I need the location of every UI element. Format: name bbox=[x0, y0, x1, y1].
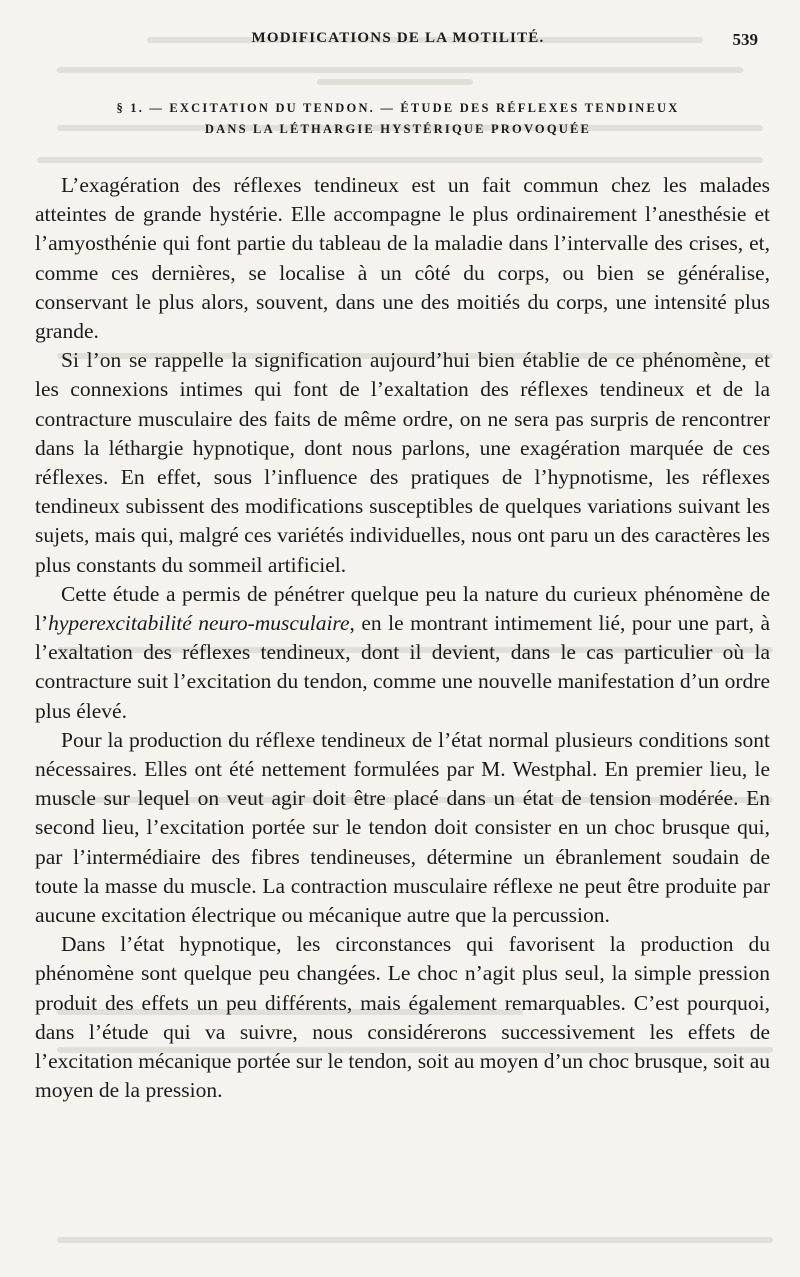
page-number: 539 bbox=[732, 30, 758, 49]
paragraph-1: L’exagération des réflexes tendineux est un fait commun chez les malades atteintes de grande hystérie. Elle accompagne le plus ordinairement l’anesthésie et l’amyosthénie qui font partie du tableau de la maladie dans l’intervalle des crises, et, comme ces dernières, se localise à un côté du corps, ou bien se généralise, conservant le plus alors, souvent, dans une des moitiés du corps, une intensité plus grande. bbox=[35, 173, 770, 344]
paragraph-4: Pour la production du réflexe tendineux de l’état normal plusieurs conditions sont nécessaires. Elles ont été nettement formulées par M. Westphal. En premier lieu, le muscle sur lequel on veut agir doit être placé dans un état de tension modérée. En second lieu, l’excitation portée sur le tendon doit consister en un choc brusque qui, par l’intermédiaire des fibres tendineuses, détermine un ébranlement soudain de toute la masse du muscle. La contraction musculaire réflexe ne peut être produite par aucune excitation électrique ou mécanique autre que la percussion. bbox=[35, 727, 770, 928]
paragraph-3-start: Cette étude a permis de pénétrer quelque peu la nature du curieux phénomène de l’ bbox=[35, 581, 770, 636]
running-head bbox=[38, 30, 758, 56]
paragraph-3-end: , en le montrant intimement lié, pour une part, à l’exaltation des réflexes tendineux, dont il devient, dans le cas particulier où la contracture suit l’excitation du tendon, comme une nouvelle manifestation d’un ordre plus élevé. bbox=[35, 611, 770, 723]
paragraph-3 bbox=[35, 580, 770, 726]
paragraph-5: Dans l’état hypnotique, les circonstances qui favorisent la production du phénomène sont quelque peu changées. Le choc n’agit plus seul, la simple pression produit des effets un peu différents, mais également remarquables. C’est pourquoi, dans l’étude qui va suivre, nous considérerons successivement les effets de l’excitation mécanique portée sur le tendon, soit au moyen d’un choc brusque, soit au moyen de la pression. bbox=[35, 932, 770, 1103]
paragraph-3-italic-term: hyperexcitabilité neuro-musculaire bbox=[48, 611, 350, 636]
section-heading-line-1: § 1. — EXCITATION DU TENDON. — ÉTUDE DES RÉFLEXES TENDINEUX bbox=[116, 101, 680, 115]
body-text bbox=[35, 171, 770, 1106]
section-heading-line-2: DANS LA LÉTHARGIE HYSTÉRIQUE PROVOQUÉE bbox=[204, 122, 592, 136]
section-heading bbox=[38, 98, 758, 140]
running-title: MODIFICATIONS DE LA MOTILITÉ. bbox=[251, 30, 545, 46]
paragraph-2: Si l’on se rappelle la signification aujourd’hui bien établie de ce phénomène, et les connexions intimes qui font de l’exaltation des réflexes tendineux et de la contracture musculaire des faits de même ordre, on ne sera pas surpris de rencontrer dans la léthargie hypnotique, dont nous parlons, une exagération marquée de ces réflexes. En effet, sous l’influence des pratiques de l’hypnotisme, les réflexes tendineux subissent des modifications susceptibles de quelques variations suivant les sujets, mais qui, malgré ces variétés individuelles, nous ont paru un des caractères les plus constants du sommeil artificiel. bbox=[35, 348, 770, 577]
